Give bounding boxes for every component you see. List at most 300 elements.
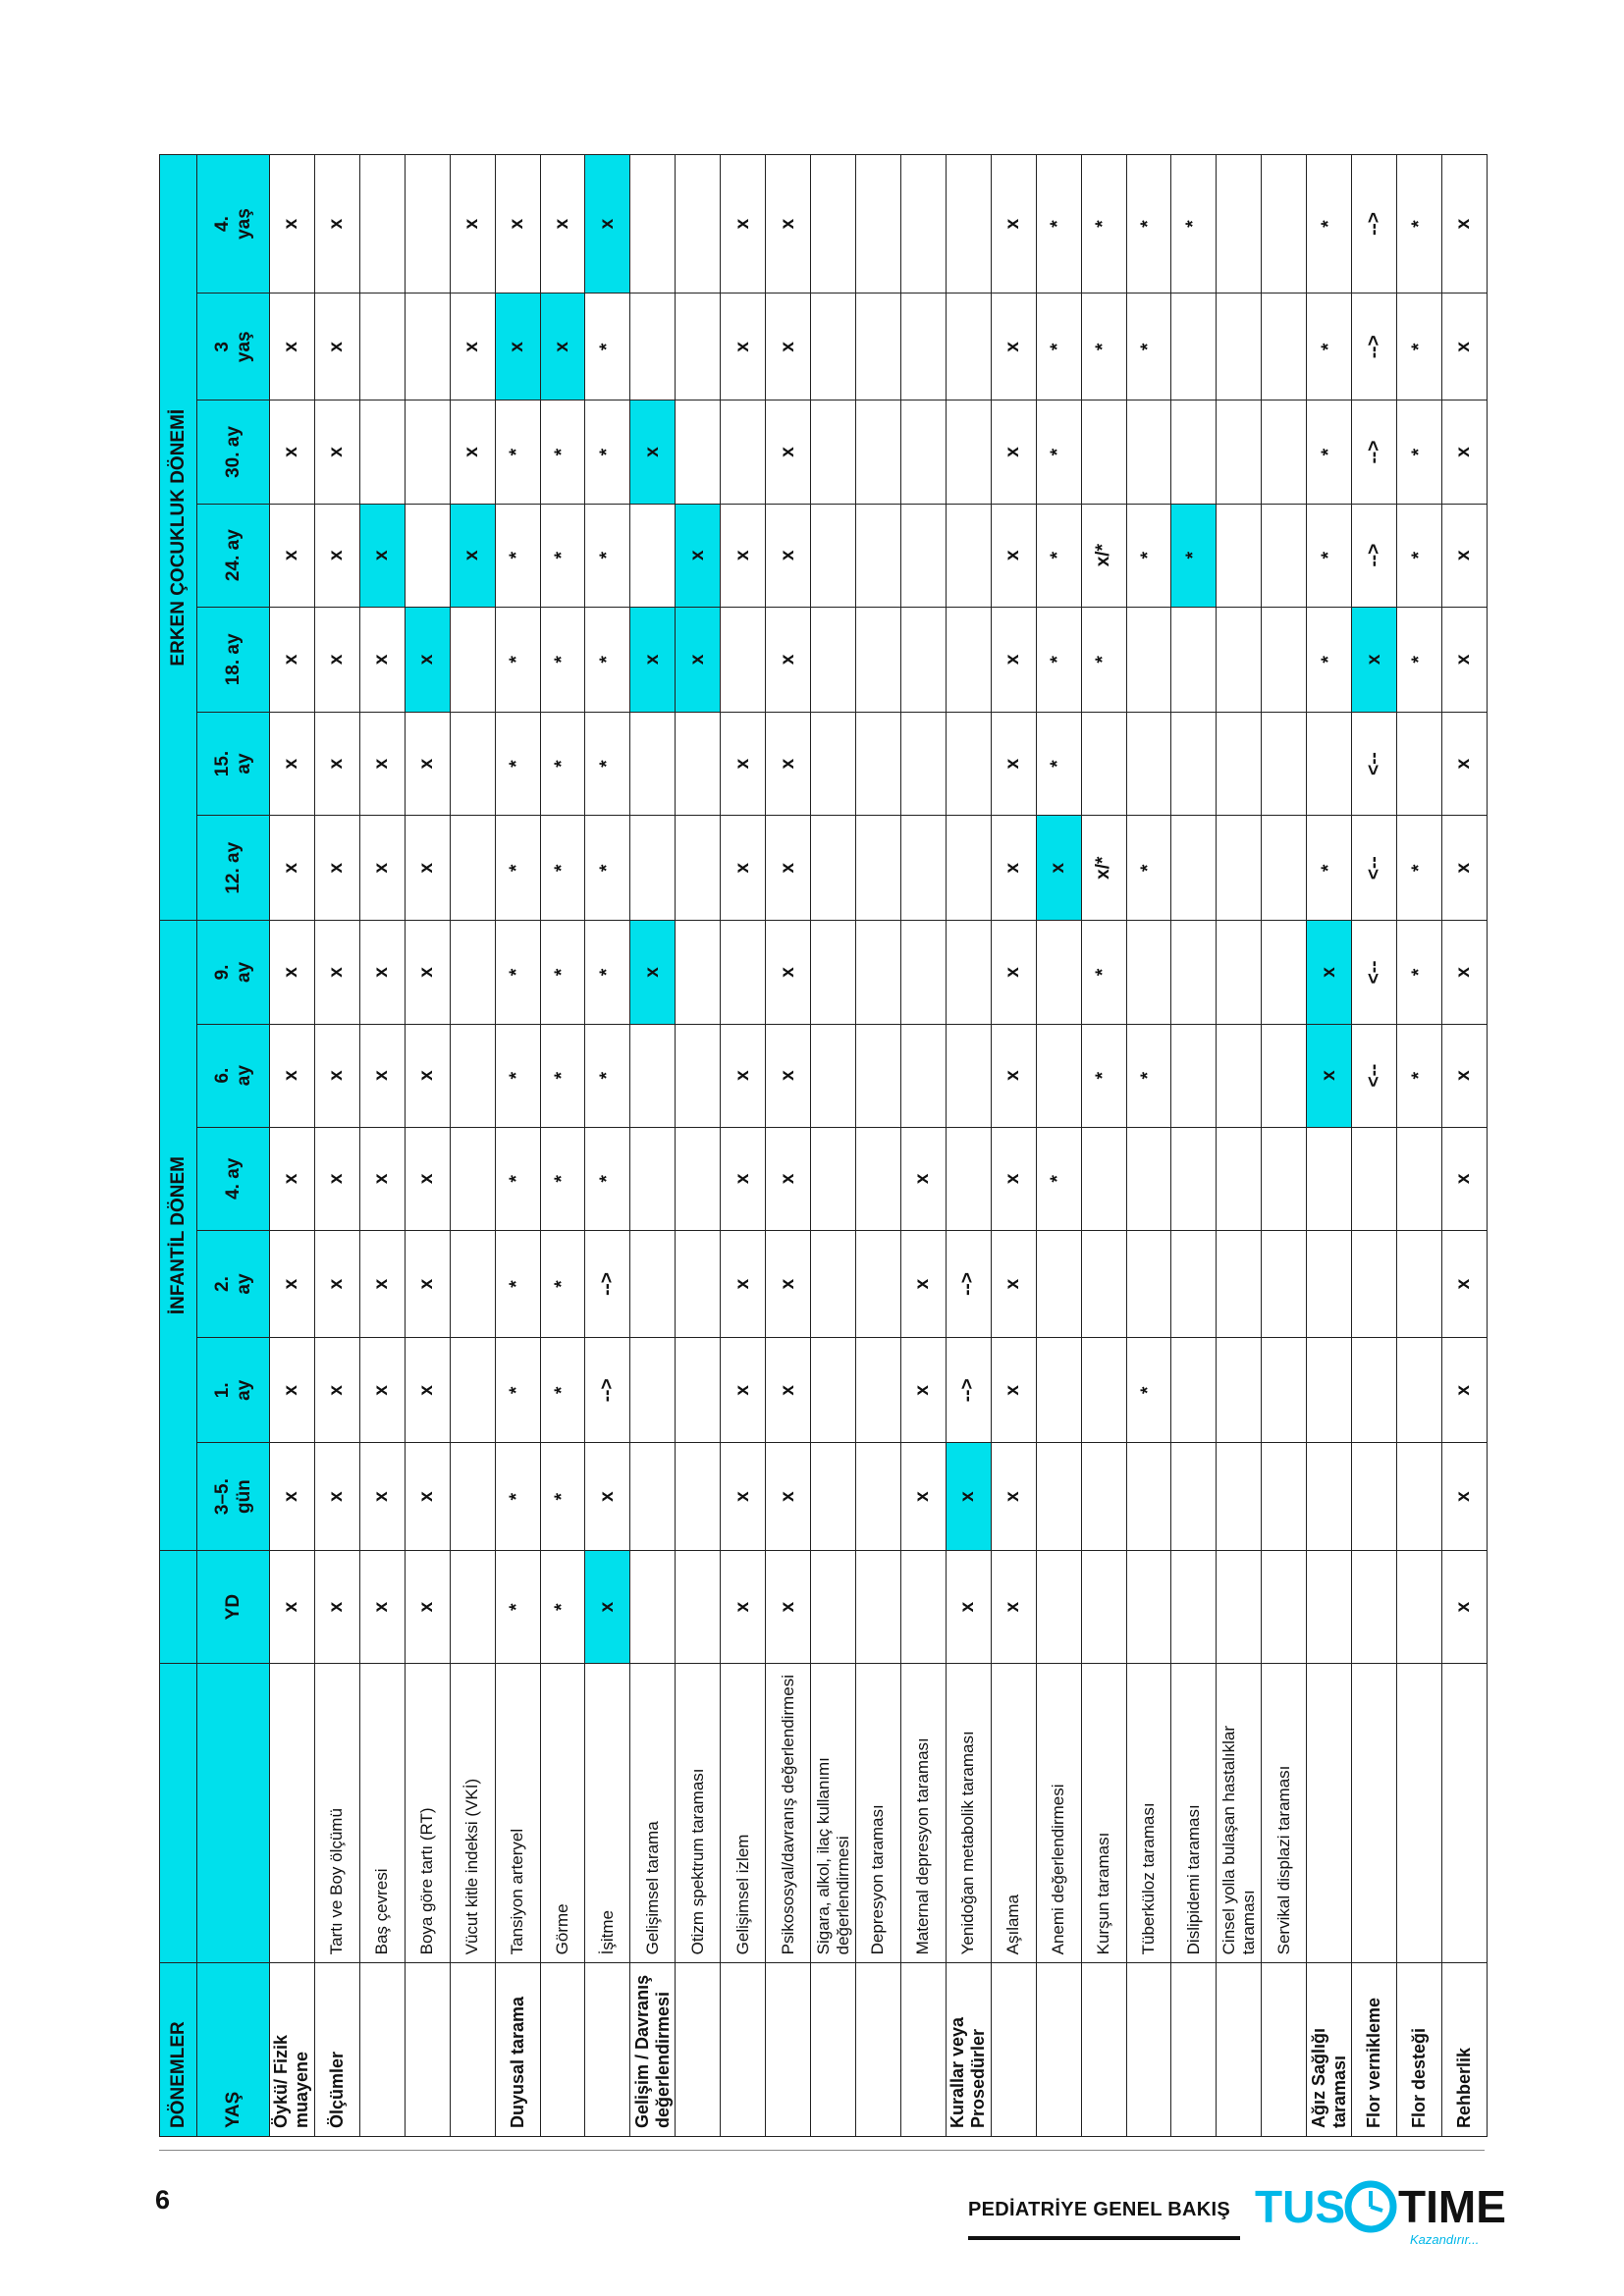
age-header-1: [197, 1443, 270, 1550]
schedule-mark: [1262, 712, 1307, 815]
schedule-mark: x: [270, 1024, 315, 1127]
age-header-12: [197, 294, 270, 400]
table-row: [495, 155, 540, 2137]
schedule-mark: [630, 712, 676, 815]
age-header-text: ay: [233, 753, 254, 774]
schedule-mark: x: [540, 294, 585, 400]
schedule-mark: [811, 816, 856, 921]
schedule-mark: [1081, 1443, 1126, 1550]
schedule-mark: [811, 921, 856, 1024]
schedule-mark: [1262, 1024, 1307, 1127]
schedule-mark: [1217, 1024, 1262, 1127]
schedule-mark: [811, 504, 856, 607]
schedule-mark: [1036, 1230, 1081, 1337]
schedule-mark: [1262, 155, 1307, 294]
schedule-mark: x: [1441, 816, 1487, 921]
schedule-mark: *: [1397, 1024, 1442, 1127]
schedule-mark: [1217, 1230, 1262, 1337]
schedule-mark: [1307, 1230, 1352, 1337]
schedule-mark: x: [991, 294, 1036, 400]
schedule-mark: *: [1307, 607, 1352, 712]
schedule-mark: x: [721, 1443, 766, 1550]
schedule-mark: [359, 294, 405, 400]
schedule-mark: *: [495, 1127, 540, 1230]
schedule-mark: [1217, 155, 1262, 294]
schedule-mark: [721, 607, 766, 712]
tustime-logo: [1255, 2171, 1506, 2250]
schedule-mark: x: [1441, 1127, 1487, 1230]
schedule-mark: x: [450, 294, 495, 400]
schedule-mark: [811, 1550, 856, 1664]
schedule-mark: [1081, 1127, 1126, 1230]
category-label: Gelişim / Davranış değerlendirmesi: [630, 1963, 676, 2137]
blank-header: [160, 1664, 197, 1963]
schedule-mark: [630, 816, 676, 921]
schedule-mark: <--: [1352, 1024, 1397, 1127]
table-row: [946, 155, 991, 2137]
schedule-mark: [1126, 712, 1171, 815]
blank-header: [197, 1664, 270, 1963]
schedule-mark: [676, 155, 721, 294]
schedule-mark: <--: [1352, 712, 1397, 815]
schedule-mark: [811, 400, 856, 504]
category-label: [1217, 1963, 1262, 2137]
item-label: Tüberküloz taraması: [1126, 1664, 1171, 1963]
schedule-mark: [946, 155, 991, 294]
age-header-0: [197, 1550, 270, 1664]
item-label: Baş çevresi: [359, 1664, 405, 1963]
schedule-mark: [1171, 1127, 1217, 1230]
schedule-mark: *: [495, 504, 540, 607]
schedule-mark: x: [405, 921, 450, 1024]
schedule-mark: x: [766, 504, 811, 607]
schedule-mark: [946, 1127, 991, 1230]
schedule-mark: [1126, 607, 1171, 712]
schedule-mark: x: [676, 607, 721, 712]
table-row: [676, 155, 721, 2137]
schedule-mark: [1171, 921, 1217, 1024]
schedule-mark: x: [359, 1230, 405, 1337]
schedule-mark: x: [270, 816, 315, 921]
schedule-mark: [676, 1338, 721, 1443]
schedule-mark: [630, 1024, 676, 1127]
schedule-mark: [630, 504, 676, 607]
schedule-mark: x: [359, 504, 405, 607]
schedule-mark: x: [1441, 1550, 1487, 1664]
category-label: [855, 1963, 900, 2137]
schedule-mark: [1126, 921, 1171, 1024]
schedule-mark: x: [991, 1443, 1036, 1550]
schedule-mark: *: [540, 921, 585, 1024]
schedule-mark: x: [721, 1338, 766, 1443]
schedule-mark: *: [1171, 155, 1217, 294]
category-label: Ölçümler: [314, 1963, 359, 2137]
schedule-mark: *: [1036, 294, 1081, 400]
schedule-mark: [811, 155, 856, 294]
schedule-mark: [1171, 1443, 1217, 1550]
schedule-mark: x: [314, 816, 359, 921]
schedule-mark: *: [1126, 155, 1171, 294]
schedule-mark: -->: [585, 1230, 630, 1337]
schedule-mark: x: [314, 294, 359, 400]
schedule-mark: -->: [946, 1338, 991, 1443]
schedule-mark: [676, 1443, 721, 1550]
table-row: [1441, 155, 1487, 2137]
schedule-mark: [405, 294, 450, 400]
table-row: [450, 155, 495, 2137]
schedule-mark: [630, 1443, 676, 1550]
schedule-mark: *: [1126, 294, 1171, 400]
table-row: [1217, 155, 1262, 2137]
table-row: [314, 155, 359, 2137]
schedule-mark: *: [1126, 1338, 1171, 1443]
schedule-mark: [450, 921, 495, 1024]
schedule-mark: x: [900, 1443, 946, 1550]
schedule-mark: [900, 607, 946, 712]
schedule-mark: x: [1307, 921, 1352, 1024]
schedule-mark: [900, 1024, 946, 1127]
schedule-mark: [1126, 1443, 1171, 1550]
schedule-mark: [1217, 816, 1262, 921]
schedule-mark: [1262, 1550, 1307, 1664]
schedule-mark: [1171, 400, 1217, 504]
schedule-mark: *: [1307, 400, 1352, 504]
schedule-mark: [450, 607, 495, 712]
table-row: [1036, 155, 1081, 2137]
age-header-7: [197, 816, 270, 921]
schedule-mark: x: [314, 921, 359, 1024]
category-label: [585, 1963, 630, 2137]
schedule-mark: [450, 816, 495, 921]
schedule-mark: x: [405, 1230, 450, 1337]
schedule-mark: *: [1036, 155, 1081, 294]
schedule-mark: [855, 155, 900, 294]
schedule-mark: [1036, 1024, 1081, 1127]
table-row: [585, 155, 630, 2137]
schedule-mark: *: [1036, 712, 1081, 815]
schedule-mark: x: [1307, 1024, 1352, 1127]
schedule-mark: [1171, 816, 1217, 921]
schedule-mark: x: [1441, 921, 1487, 1024]
schedule-mark: [900, 504, 946, 607]
schedule-mark: [450, 712, 495, 815]
schedule-mark: [630, 1127, 676, 1230]
schedule-mark: [630, 1338, 676, 1443]
schedule-mark: [1262, 607, 1307, 712]
schedule-mark: *: [495, 816, 540, 921]
age-header-text: gün: [233, 1479, 254, 1515]
schedule-mark: x: [766, 1230, 811, 1337]
schedule-mark: x: [991, 1127, 1036, 1230]
period-infant: İNFANTİL DÖNEM: [160, 921, 197, 1550]
schedule-mark: x: [314, 1024, 359, 1127]
schedule-mark: [676, 400, 721, 504]
table-row: [991, 155, 1036, 2137]
age-header-text: 1.: [211, 1382, 233, 1399]
schedule-mark: *: [585, 400, 630, 504]
schedule-mark: x: [1441, 607, 1487, 712]
schedule-mark: *: [1397, 607, 1442, 712]
schedule-mark: *: [1036, 1127, 1081, 1230]
schedule-mark: *: [585, 712, 630, 815]
schedule-mark: [1126, 1127, 1171, 1230]
schedule-mark: x: [991, 1024, 1036, 1127]
schedule-mark: [1262, 294, 1307, 400]
age-header-4: [197, 1127, 270, 1230]
schedule-mark: x: [721, 816, 766, 921]
age-header-text: ay: [233, 1273, 254, 1295]
schedule-mark: [1081, 1338, 1126, 1443]
schedule-mark: *: [1397, 294, 1442, 400]
item-label: [1352, 1664, 1397, 1963]
schedule-mark: x: [405, 607, 450, 712]
schedule-mark: [1262, 504, 1307, 607]
schedule-mark: [1126, 1230, 1171, 1337]
schedule-mark: x: [314, 1443, 359, 1550]
schedule-mark: -->: [1352, 400, 1397, 504]
category-label: Ağız Sağlığı taraması: [1307, 1963, 1352, 2137]
schedule-mark: [1081, 712, 1126, 815]
schedule-mark: [1171, 1024, 1217, 1127]
table-row: [1307, 155, 1352, 2137]
schedule-mark: *: [540, 1443, 585, 1550]
schedule-mark: [855, 1338, 900, 1443]
item-label: Cinsel yolla bulaşan hastalıklar taraması: [1217, 1664, 1262, 1963]
logo-tagline: Kazandırır...: [1410, 2232, 1480, 2247]
item-label: İşitme: [585, 1664, 630, 1963]
schedule-mark: [855, 1230, 900, 1337]
schedule-mark: *: [540, 816, 585, 921]
schedule-mark: [1397, 1230, 1442, 1337]
schedule-mark: [450, 1230, 495, 1337]
schedule-mark: x: [359, 816, 405, 921]
age-header-text: 24. ay: [222, 529, 244, 582]
schedule-mark: x: [405, 712, 450, 815]
category-label: [405, 1963, 450, 2137]
schedule-mark: x: [359, 607, 405, 712]
screening-schedule-table: [159, 154, 1488, 2137]
table-row: [1081, 155, 1126, 2137]
schedule-mark: [1307, 1338, 1352, 1443]
schedule-mark: [1081, 1550, 1126, 1664]
schedule-mark: [450, 1338, 495, 1443]
schedule-mark: [811, 1230, 856, 1337]
schedule-mark: *: [495, 1443, 540, 1550]
schedule-mark: x: [405, 1338, 450, 1443]
schedule-mark: *: [1397, 400, 1442, 504]
schedule-mark: x: [359, 921, 405, 1024]
schedule-mark: *: [540, 1550, 585, 1664]
table-row: [405, 155, 450, 2137]
schedule-mark: x: [314, 1127, 359, 1230]
schedule-mark: -->: [946, 1230, 991, 1337]
schedule-mark: [405, 504, 450, 607]
schedule-mark: [721, 400, 766, 504]
category-label: [1262, 1963, 1307, 2137]
schedule-mark: *: [540, 1230, 585, 1337]
schedule-mark: x: [630, 921, 676, 1024]
age-header-text: 12. ay: [222, 841, 244, 894]
schedule-mark: x: [314, 1230, 359, 1337]
blank-header: [160, 1550, 197, 1664]
schedule-mark: x: [270, 155, 315, 294]
schedule-mark: *: [585, 1127, 630, 1230]
schedule-mark: [1262, 400, 1307, 504]
schedule-mark: *: [540, 1024, 585, 1127]
schedule-mark: [855, 400, 900, 504]
schedule-mark: x: [314, 607, 359, 712]
schedule-mark: x: [405, 816, 450, 921]
age-header-text: ay: [233, 961, 254, 984]
schedule-mark: x: [270, 921, 315, 1024]
schedule-mark: [1352, 1338, 1397, 1443]
schedule-mark: x: [314, 1550, 359, 1664]
schedule-mark: x: [270, 607, 315, 712]
period-early-childhood: ERKEN ÇOCUKLUK DÖNEMİ: [160, 155, 197, 921]
schedule-mark: [946, 504, 991, 607]
schedule-mark: [1352, 1127, 1397, 1230]
schedule-mark: x: [766, 400, 811, 504]
category-label: [811, 1963, 856, 2137]
schedule-mark: [900, 921, 946, 1024]
schedule-mark: [1036, 1443, 1081, 1550]
schedule-mark: *: [585, 504, 630, 607]
category-label: [450, 1963, 495, 2137]
category-label: [359, 1963, 405, 2137]
schedule-mark: x: [270, 1230, 315, 1337]
schedule-mark: [1217, 1550, 1262, 1664]
schedule-mark: x: [721, 1550, 766, 1664]
schedule-mark: x: [495, 294, 540, 400]
schedule-mark: [405, 400, 450, 504]
schedule-mark: [676, 1127, 721, 1230]
age-header-text: 3–5.: [211, 1478, 233, 1516]
schedule-mark: *: [1081, 294, 1126, 400]
schedule-mark: *: [495, 1230, 540, 1337]
table-row: [900, 155, 946, 2137]
schedule-mark: [1307, 712, 1352, 815]
schedule-mark: [1171, 1338, 1217, 1443]
schedule-mark: [900, 400, 946, 504]
schedule-mark: [855, 607, 900, 712]
age-header-text: 4.: [211, 216, 233, 232]
schedule-mark: [676, 921, 721, 1024]
age-header-11: [197, 400, 270, 504]
schedule-mark: [946, 816, 991, 921]
schedule-mark: [1352, 1443, 1397, 1550]
age-label: YAŞ: [197, 1963, 270, 2137]
schedule-mark: x: [1441, 1230, 1487, 1337]
schedule-mark: x: [270, 1443, 315, 1550]
table-row: [855, 155, 900, 2137]
category-label: Flor desteği: [1397, 1963, 1442, 2137]
schedule-mark: [1307, 1127, 1352, 1230]
schedule-mark: [1217, 1338, 1262, 1443]
item-label: [1307, 1664, 1352, 1963]
schedule-mark: [900, 712, 946, 815]
schedule-mark: *: [495, 1338, 540, 1443]
schedule-mark: *: [540, 400, 585, 504]
age-header-13: [197, 155, 270, 294]
schedule-mark: [1171, 1550, 1217, 1664]
age-header-text: 2.: [211, 1276, 233, 1292]
table-row: [270, 155, 315, 2137]
table-row: [1262, 155, 1307, 2137]
schedule-mark: [811, 294, 856, 400]
schedule-mark: *: [1126, 1024, 1171, 1127]
category-label: Rehberlik: [1441, 1963, 1487, 2137]
category-label: Öykü/ Fizik muayene: [270, 1963, 315, 2137]
item-label: Yenidoğan metabolik taraması: [946, 1664, 991, 1963]
age-header-8: [197, 712, 270, 815]
schedule-mark: x: [270, 1550, 315, 1664]
category-label: [540, 1963, 585, 2137]
schedule-mark: *: [1036, 400, 1081, 504]
running-title: PEDİATRİYE GENEL BAKIŞ: [968, 2199, 1231, 2220]
category-label: [721, 1963, 766, 2137]
schedule-mark: x: [766, 155, 811, 294]
schedule-mark: [811, 1024, 856, 1127]
table-row: [721, 155, 766, 2137]
item-label: Sigara, alkol, ilaç kullanımı değerlendirmesi: [811, 1664, 856, 1963]
schedule-mark: x: [991, 1338, 1036, 1443]
schedule-mark: [946, 294, 991, 400]
schedule-mark: [1262, 816, 1307, 921]
schedule-mark: [1036, 1338, 1081, 1443]
schedule-mark: x/*: [1081, 816, 1126, 921]
age-header-text: yaş: [233, 208, 254, 240]
schedule-mark: *: [1036, 504, 1081, 607]
age-header-9: [197, 607, 270, 712]
category-label: [676, 1963, 721, 2137]
schedule-mark: *: [495, 1024, 540, 1127]
age-header-2: [197, 1338, 270, 1443]
age-header-text: 4. ay: [222, 1157, 244, 1200]
schedule-mark: *: [1397, 816, 1442, 921]
age-header-text: yaş: [233, 331, 254, 363]
schedule-mark: [1397, 1443, 1442, 1550]
schedule-mark: x: [450, 504, 495, 607]
category-label: Kurallar veya Prosedürler: [946, 1963, 991, 2137]
schedule-mark: <--: [1352, 816, 1397, 921]
schedule-mark: *: [1397, 504, 1442, 607]
item-label: Anemi değerlendirmesi: [1036, 1664, 1081, 1963]
schedule-mark: x: [991, 712, 1036, 815]
item-label: Gelişimsel izlem: [721, 1664, 766, 1963]
schedule-mark: [1217, 294, 1262, 400]
schedule-mark: x: [314, 155, 359, 294]
schedule-mark: x: [359, 712, 405, 815]
schedule-mark: [1126, 1550, 1171, 1664]
schedule-mark: x: [359, 1127, 405, 1230]
schedule-mark: [1171, 294, 1217, 400]
item-label: Tansiyon arteryel: [495, 1664, 540, 1963]
logo-text-left: TUS: [1255, 2181, 1345, 2232]
item-label: [1397, 1664, 1442, 1963]
item-label: Tartı ve Boy ölçümü: [314, 1664, 359, 1963]
schedule-mark: -->: [1352, 155, 1397, 294]
schedule-mark: [1397, 1550, 1442, 1664]
schedule-mark: [1397, 1338, 1442, 1443]
schedule-mark: [450, 1550, 495, 1664]
schedule-mark: x: [314, 712, 359, 815]
schedule-mark: x: [314, 1338, 359, 1443]
schedule-mark: [855, 712, 900, 815]
schedule-mark: x: [900, 1338, 946, 1443]
schedule-mark: *: [495, 921, 540, 1024]
schedule-mark: [1262, 1127, 1307, 1230]
schedule-mark: *: [1397, 921, 1442, 1024]
